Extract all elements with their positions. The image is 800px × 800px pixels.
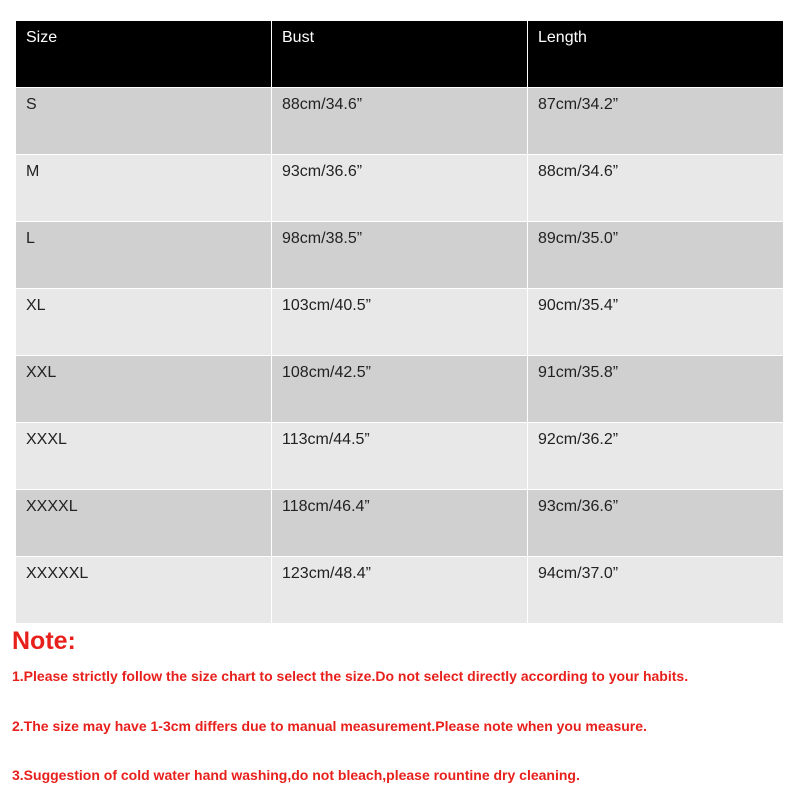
bust-cell: 103cm/40.5” xyxy=(272,289,528,356)
size-chart-table xyxy=(15,20,784,624)
length-cell: 88cm/34.6” xyxy=(528,155,784,222)
length-cell: 94cm/37.0” xyxy=(528,557,784,624)
note-line-1: 1.Please strictly follow the size chart to select the size.Do not select directly according to your habits. xyxy=(12,668,689,684)
note-line-3: 3.Suggestion of cold water hand washing,do not bleach,please rountine dry cleaning. xyxy=(12,767,580,783)
note-line-2: 2.The size may have 1-3cm differs due to manual measurement.Please note when you measure. xyxy=(12,718,647,734)
size-cell: XL xyxy=(16,289,272,356)
bust-cell: 88cm/34.6” xyxy=(272,88,528,155)
table-row xyxy=(16,222,784,289)
length-cell: 87cm/34.2” xyxy=(528,88,784,155)
size-cell: M xyxy=(16,155,272,222)
size-cell: XXL xyxy=(16,356,272,423)
length-cell: 92cm/36.2” xyxy=(528,423,784,490)
length-cell: 93cm/36.6” xyxy=(528,490,784,557)
note-title: Note: xyxy=(12,627,76,655)
bust-cell: 113cm/44.5” xyxy=(272,423,528,490)
notes-section xyxy=(12,624,792,783)
table-row xyxy=(16,423,784,490)
header-bust: Bust xyxy=(272,21,528,88)
length-cell: 90cm/35.4” xyxy=(528,289,784,356)
size-cell: S xyxy=(16,88,272,155)
size-cell: XXXL xyxy=(16,423,272,490)
size-cell: L xyxy=(16,222,272,289)
table-header-row xyxy=(16,21,784,88)
bust-cell: 108cm/42.5” xyxy=(272,356,528,423)
table-row xyxy=(16,155,784,222)
length-cell: 89cm/35.0” xyxy=(528,222,784,289)
bust-cell: 93cm/36.6” xyxy=(272,155,528,222)
header-length: Length xyxy=(528,21,784,88)
table-row xyxy=(16,88,784,155)
bust-cell: 123cm/48.4” xyxy=(272,557,528,624)
bust-cell: 98cm/38.5” xyxy=(272,222,528,289)
length-cell: 91cm/35.8” xyxy=(528,356,784,423)
header-size: Size xyxy=(16,21,272,88)
table-row xyxy=(16,490,784,557)
size-cell: XXXXXL xyxy=(16,557,272,624)
size-cell: XXXXL xyxy=(16,490,272,557)
table-row xyxy=(16,557,784,624)
table-row xyxy=(16,356,784,423)
table-row xyxy=(16,289,784,356)
bust-cell: 118cm/46.4” xyxy=(272,490,528,557)
